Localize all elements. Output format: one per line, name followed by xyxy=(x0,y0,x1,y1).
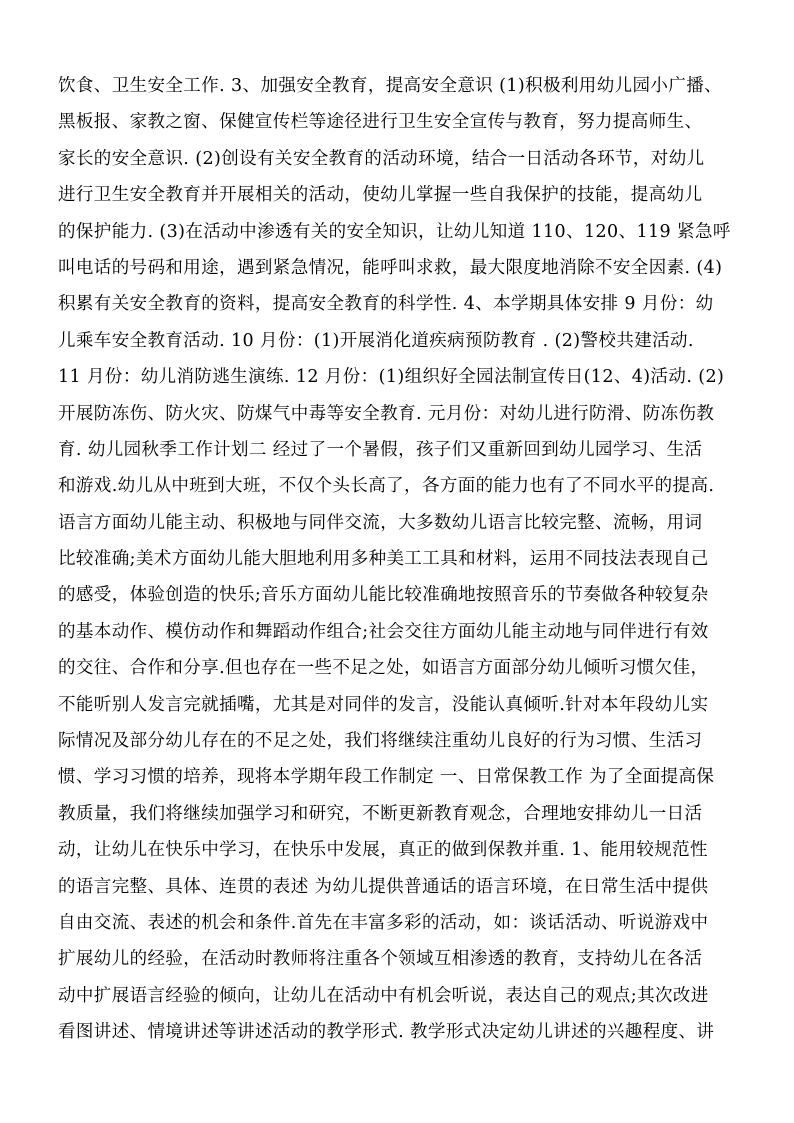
body-text xyxy=(58,76,742,1059)
text-line: 扩展幼儿的经验，在活动时教师将注重各个领域互相渗透的教育，支持幼儿在各活 xyxy=(58,949,703,970)
text-line: 自由交流、表述的机会和条件.首先在丰富多彩的活动，如：谈话活动、听说游戏中 xyxy=(58,912,709,933)
text-line: 11 月份：幼儿消防逃生演练. 12 月份：(1)组织好全园法制宣传日(12、4)活动. (2) xyxy=(58,367,725,388)
text-line: 儿乘车安全教育活动. 10 月份：(1)开展消化道疾病预防教育 . (2)警校共建活动. xyxy=(58,330,694,351)
text-line: 的交往、合作和分享.但也存在一些不足之处，如语言方面部分幼儿倾听习惯欠佳， xyxy=(58,658,709,679)
text-line: 教质量，我们将继续加强学习和研究，不断更新教育观念，合理地安排幼儿一日活 xyxy=(58,803,703,824)
text-line: 的语言完整、具体、连贯的表述 为幼儿提供普通话的语言环境，在日常生活中提供 xyxy=(58,876,709,897)
text-line: 看图讲述、情境讲述等讲述活动的教学形式. 教学形式决定幼儿讲述的兴趣程度、讲 xyxy=(58,1022,715,1043)
text-line: 动，让幼儿在快乐中学习，在快乐中发展，真正的做到保教并重. 1、能用较规范性 xyxy=(58,840,708,861)
text-line: 的保护能力. (3)在活动中渗透有关的安全知识，让幼儿知道 110、120、119 紧急呼 xyxy=(58,221,731,242)
text-line: 积累有关安全教育的资料，提高安全教育的科学性. 4、本学期具体安排 9 月份：幼 xyxy=(58,294,714,315)
text-line: 饮食、卫生安全工作. 3、加强安全教育，提高安全意识 (1)积极利用幼儿园小广播、 xyxy=(58,76,723,96)
text-line: 际情况及部分幼儿存在的不足之处，我们将继续注重幼儿良好的行为习惯、生活习 xyxy=(58,731,703,752)
text-line: 进行卫生安全教育并开展相关的活动，使幼儿掌握一些自我保护的技能，提高幼儿 xyxy=(58,185,703,206)
text-line: 育. 幼儿园秋季工作计划二 经过了一个暑假，孩子们又重新回到幼儿园学习、生活 xyxy=(58,439,703,460)
text-line: 惯、学习习惯的培养，现将本学期年段工作制定 一、日常保教工作 为了全面提高保 xyxy=(58,767,715,788)
text-line: 的基本动作、模仿动作和舞蹈动作组合;社会交往方面幼儿能主动地与同伴进行有效 xyxy=(58,621,709,642)
text-line: 开展防冻伤、防火灾、防煤气中毒等安全教育. 元月份：对幼儿进行防滑、防冻伤教 xyxy=(58,403,715,424)
text-line: 的感受，体验创造的快乐;音乐方面幼儿能比较准确地按照音乐的节奏做各种较复杂 xyxy=(58,585,709,606)
text-line: 动中扩展语言经验的倾向，让幼儿在活动中有机会听说，表达自己的观点;其次改进 xyxy=(58,985,709,1006)
text-line: 语言方面幼儿能主动、积极地与同伴交流，大多数幼儿语言比较完整、流畅，用词 xyxy=(58,512,703,533)
text-line: 比较准确;美术方面幼儿能大胆地利用多种美工工具和材料，运用不同技法表现自己 xyxy=(58,549,709,570)
text-line: 家长的安全意识. (2)创设有关安全教育的活动环境，结合一日活动各环节，对幼儿 xyxy=(58,148,705,169)
text-line: 叫电话的号码和用途，遇到紧急情况，能呼叫求救，最大限度地消除不安全因素. (4) xyxy=(58,257,723,278)
text-line: 和游戏.幼儿从中班到大班，不仅个头长高了，各方面的能力也有了不同水平的提高. xyxy=(58,476,715,497)
text-line: 黑板报、家教之窗、保健宣传栏等途径进行卫生安全宣传与教育，努力提高师生、 xyxy=(58,112,703,133)
text-line: 不能听别人发言完就插嘴，尤其是对同伴的发言，没能认真倾听.针对本年段幼儿实 xyxy=(58,694,709,715)
